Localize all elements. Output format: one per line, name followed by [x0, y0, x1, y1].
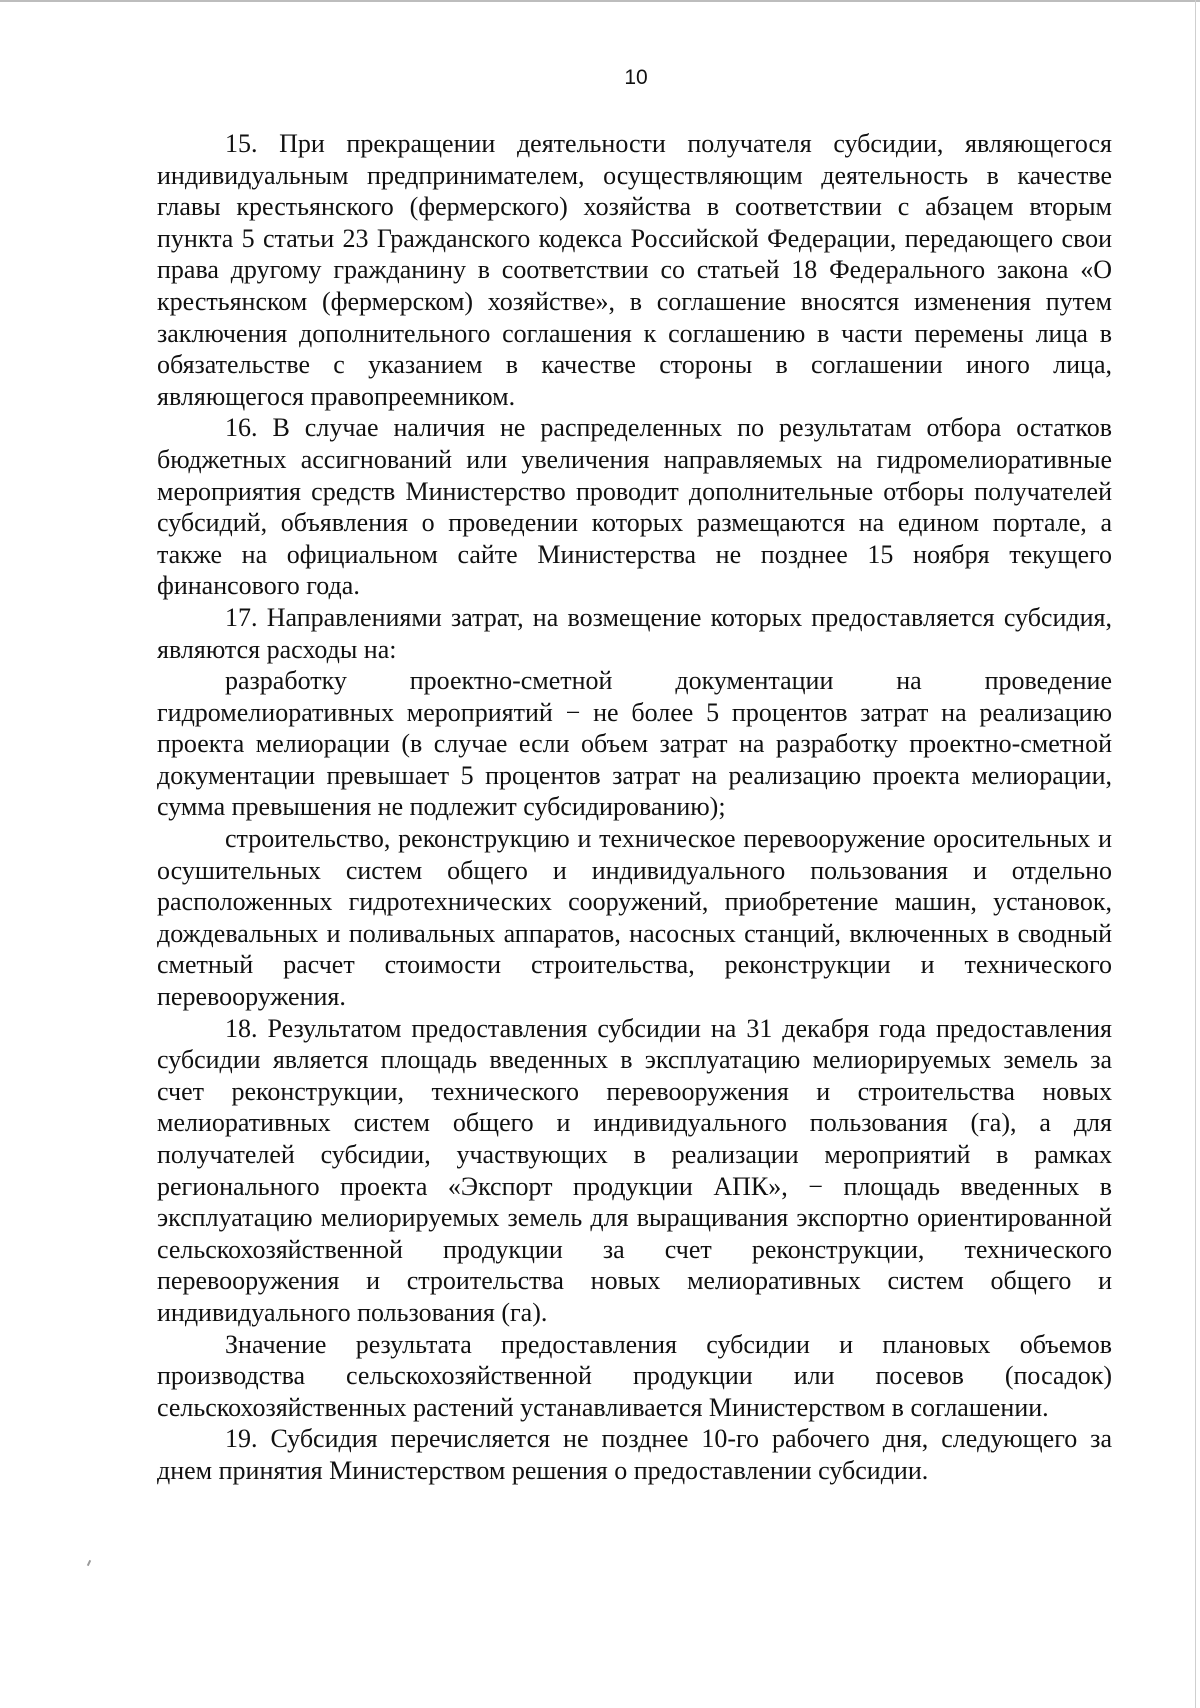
- paragraph-17-item-construction: строительство, реконструкцию и техническое перевооружение оросительных и осушительных систем общего и индивидуального пользования и отдельно расположенных гидротехнических сооружений, приобретение машин, установок, дождевальных и поливальных аппаратов, насосных станций, включенных в сводный сметный расчет стоимости строительства, реконструкции и технического перевооружения.: [157, 824, 1112, 1012]
- document-body: [157, 128, 1112, 1487]
- paragraph-18: 18. Результатом предоставления субсидии на 31 декабря года предоставления субсидии является площадь введенных в эксплуатацию мелиорируемых земель за счет реконструкции, технического перевооружения и строительства новых мелиоративных систем общего и индивидуального пользования (га), а для получателей субсидии, участвующих в реализации мероприятий в рамках регионального проекта «Экспорт продукции АПК», − площадь введенных в эксплуатацию мелиорируемых земель для выращивания экспортно ориентированной сельскохозяйственной продукции за счет реконструкции, технического перевооружения и строительства новых мелиоративных систем общего и индивидуального пользования (га).: [157, 1013, 1112, 1327]
- scan-right-edge: [1195, 0, 1196, 1708]
- paragraph-18-value: Значение результата предоставления субсидии и плановых объемов производства сельскохозяйственной продукции или посевов (посадок) сельскохозяйственных растений устанавливается Министерством в соглашении.: [157, 1329, 1112, 1422]
- paragraph-15: 15. При прекращении деятельности получателя субсидии, являющегося индивидуальным предпринимателем, осуществляющим деятельность в качестве главы крестьянского (фермерского) хозяйства в соответствии с абзацем вторым пункта 5 статьи 23 Гражданского кодекса Российской Федерации, передающего свои права другому гражданину в соответствии со статьей 18 Федерального закона «О крестьянском (фермерском) хозяйстве», в соглашение вносятся изменения путем заключения дополнительного соглашения к соглашению в части перемены лица в обязательстве с указанием в качестве стороны в соглашении иного лица, являющегося правопреемником.: [157, 129, 1112, 411]
- paragraph-17-item-design: разработку проектно-сметной документации на проведение гидромелиоративных мероприятий − не более 5 процентов затрат на реализацию проекта мелиорации (в случае если объем затрат на разработку проектно-сметной документации превышает 5 процентов затрат на реализацию проекта мелиорации, сумма превышения не подлежит субсидированию);: [157, 666, 1112, 822]
- scan-artifact: [87, 1560, 91, 1566]
- paragraph-16: 16. В случае наличия не распределенных по результатам отбора остатков бюджетных ассигнований или увеличения направляемых на гидромелиоративные мероприятия средств Министерство проводит дополнительные отборы получателей субсидий, объявления о проведении которых размещаются на едином портале, а также на официальном сайте Министерства не позднее 15 ноября текущего финансового года.: [157, 413, 1112, 601]
- paragraph-19: 19. Субсидия перечисляется не позднее 10-го рабочего дня, следующего за днем принятия Министерством решения о предоставлении субсидии.: [157, 1424, 1112, 1485]
- scan-top-edge: [0, 0, 1200, 2]
- page-number: 10: [624, 66, 648, 89]
- paragraph-17: 17. Направлениями затрат, на возмещение которых предоставляется субсидия, являются расходы на:: [157, 602, 1112, 664]
